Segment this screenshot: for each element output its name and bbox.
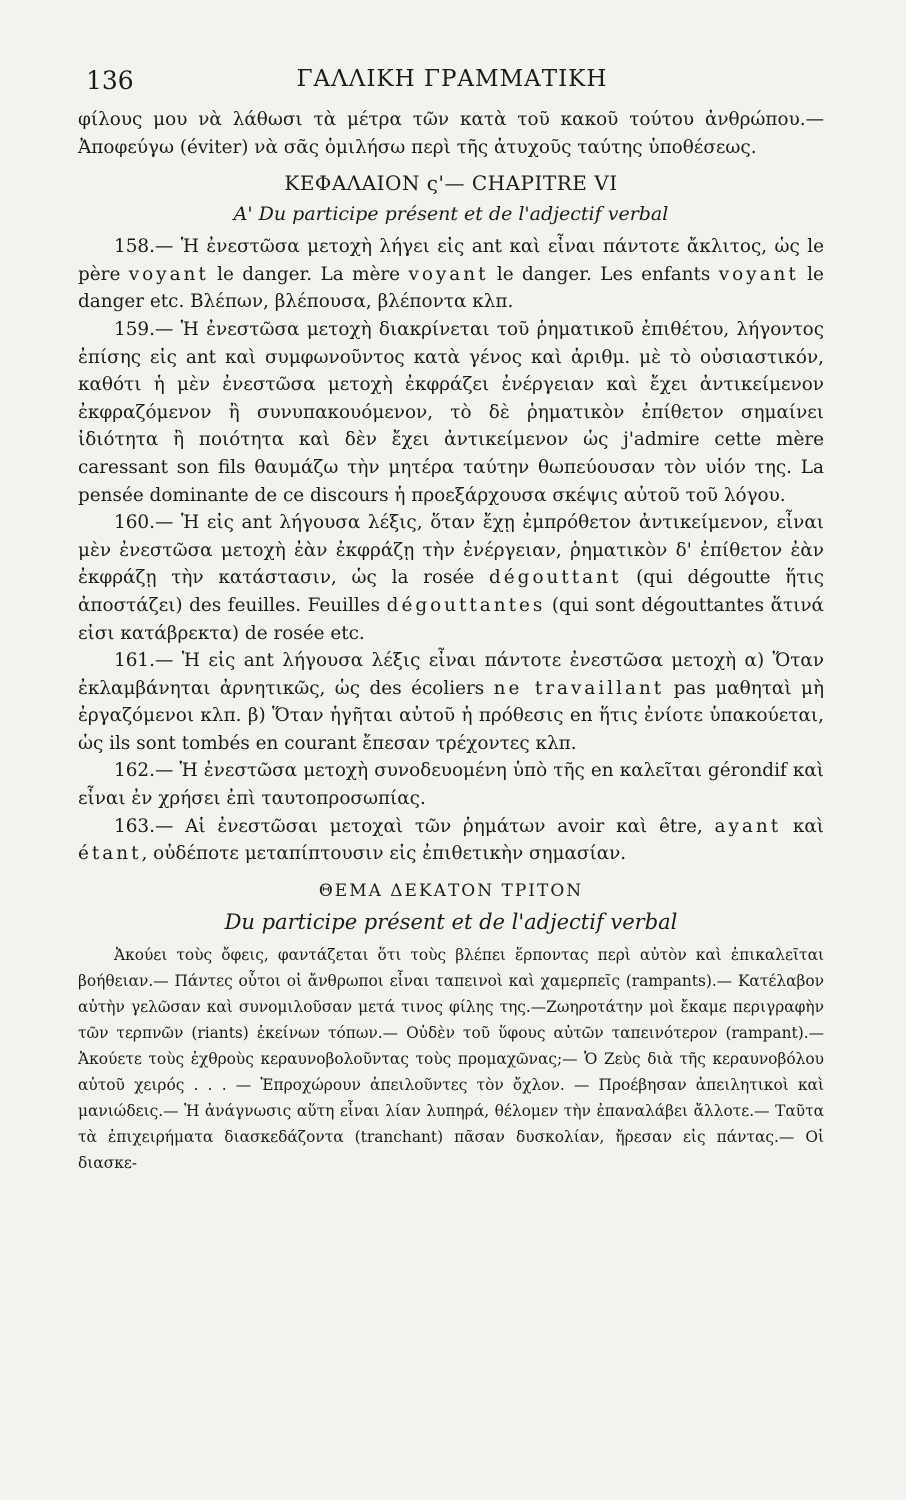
paragraph-158 xyxy=(78,233,824,316)
paragraph-162: 162.— Ἡ ἐνεστῶσα μετοχὴ συνοδευομένη ὑπὸ τῆς en καλεῖται gérondif καὶ εἶναι ἐν χρήσει ἐπὶ ταυτοπροσωπίας. xyxy=(78,760,824,810)
p163-part-c: καὶ xyxy=(792,815,824,837)
p160-part-c: (qui dégoutte ἥτις ἀποστάζει) des feuilles. Feuilles xyxy=(78,567,824,616)
p158-voyant-3: voyant xyxy=(718,263,799,285)
running-title: ΓΑΛΛΙΚΗ ΓΡΑΜΜΑΤΙΚΗ xyxy=(296,66,608,92)
p160-degouttantes: dégouttantes xyxy=(386,594,546,616)
exercise-text: Ἀκούει τοὺς ὄφεις, φαντάζεται ὅτι τοὺς βλέπει ἕρποντας περὶ αὐτὸν καὶ ἐπικαλεῖται βοήθειαν.— Πάντες οὗτοι οἱ ἄνθρωποι εἶναι ταπεινοὶ καὶ χαμερπεῖς (rampants).— Κατέλαβον αὐτὴν γελῶσαν καὶ συνομιλοῦσαν μετά τινος φίλης της.—Ζωηροτάτην μοὶ ἔκαμε περιγραφὴν τῶν τερπνῶν (riants) ἐκείνων τόπων.— Οὐδὲν τοῦ ὕφους αὐτῶν ταπεινότερον (rampant).— Ἀκούετε τοὺς ἐχθροὺς κεραυνοβολοῦντας τοὺς προμαχῶνας;— Ὁ Ζεὺς διὰ τῆς κεραυνοβόλου αὐτοῦ χειρός . . . — Ἐπροχώρουν ἀπειλοῦντες τὸν ὄχλον. — Προέβησαν ἀπειλητικοὶ καὶ μανιώδεις.— Ἡ ἀνάγνωσις αὕτη εἶναι λίαν λυπηρά, θέλομεν τὴν ἐπαναλάβει ἄλλοτε.— Ταῦτα τὰ ἐπιχειρήματα διασκεδάζοντα (tranchant) πᾶσαν δυσκολίαν, ἤρεσαν εἰς πάντας.— Οἱ διασκε- xyxy=(78,945,824,1172)
page-number: 136 xyxy=(86,66,134,95)
p158-voyant-1: voyant xyxy=(128,263,209,285)
paragraph-159: 159.— Ἡ ἐνεστῶσα μετοχὴ διακρίνεται τοῦ ῥηματικοῦ ἐπιθέτου, λήγοντος ἐπίσης εἰς ant καὶ συμφωνοῦντος κατὰ γένος καὶ ἀριθμ. μὲ τὸ οὐσιαστικόν, καθότι ἡ μὲν ἐνεστῶσα μετοχὴ ἐκφράζει ἐνέργειαν καὶ ἔχει ἀντικείμενον ἐκφραζόμενον ἢ συνυπακουόμενον, τὸ δὲ ῥηματικὸν ἐπίθετον σημαίνει ἰδιότητα ἢ ποιότητα καὶ δὲν ἔχει ἀντικείμενον ὡς j'admire cette mère caressant son fils θαυμάζω τὴν μητέρα ταύτην θωπεύουσαν τὸν υἱόν της. La pensée dominante de ce discours ἡ προεξάρχουσα σκέψις αὐτοῦ τοῦ λόγου. xyxy=(78,318,824,506)
p163-part-a: 163.— Αἱ ἐνεστῶσαι μετοχαὶ τῶν ῥημάτων avoir καὶ être, xyxy=(114,815,703,837)
intro-line-2: Ἀποφεύγω (éviter) νὰ σᾶς ὁμιλήσω περὶ τῆς ἀτυχοῦς ταύτης ὑποθέσεως. xyxy=(78,136,757,158)
intro-line-1: φίλους μου νὰ λάθωσι τὰ μέτρα τῶν κατὰ τοῦ κακοῦ τούτου ἀνθρώπου.— xyxy=(78,109,824,130)
p161-part-a: 161.— Ἡ εἰς ant λήγουσα λέξις εἶναι πάντοτε ἐνεστῶσα μετοχὴ α) Ὅταν ἐκλαμβάνηται ἀρνητικῶς, ὡς des écoliers xyxy=(78,650,824,699)
paragraph-161 xyxy=(78,647,824,757)
page-body xyxy=(78,106,824,1176)
p161-ne-travaillant: ne travaillant xyxy=(493,677,665,699)
paragraph-160 xyxy=(78,509,824,647)
intro-text xyxy=(78,106,824,161)
p163-ayant: ayant xyxy=(714,815,782,837)
chapter-subheading: Α' Du participe présent et de l'adjectif verbal xyxy=(233,203,669,226)
p158-part-e: le danger. Les enfants xyxy=(496,263,711,285)
page-header xyxy=(86,66,818,100)
p160-part-e: (qui sont dégouttantes ἅτινά εἰσι κατάβρεκτα) de rosée etc. xyxy=(78,594,824,644)
p158-part-a: 158.— Ἡ ἐνεστῶσα μετοχὴ λήγει εἰς ant καὶ εἶναι πάντοτε ἄκλιτος, ὡς le père xyxy=(78,236,824,285)
p158-part-c: le danger. La mère xyxy=(217,263,401,285)
p158-part-g: le danger etc. Βλέπων, βλέπουσα, βλέποντα κλπ. xyxy=(78,263,824,313)
chapter-heading: ΚΕΦΑΛΑΙΟΝ ς'— CHAPITRE VI xyxy=(284,171,618,196)
p160-degouttant: dégouttant xyxy=(489,567,622,589)
p160-part-a: 160.— Ἡ εἰς ant λήγουσα λέξις, ὅταν ἔχῃ ἐμπρόθετον ἀντικείμενον, εἶναι μὲν ἐνεστῶσα μετοχὴ ἐὰν ἐκφράζῃ τὴν ἐνέργειαν, ῥηματικὸν δ' ἐπίθετον ἐὰν ἐκφράζῃ τὴν κατάστασιν, ὡς la rosée xyxy=(78,512,824,589)
exercise-title: ΘΕΜΑ ΔΕΚΑΤΟΝ ΤΡΙΤΟΝ xyxy=(318,880,584,901)
p163-etant: étant xyxy=(78,843,142,865)
paragraph-163 xyxy=(78,813,824,868)
p158-voyant-2: voyant xyxy=(408,263,489,285)
p161-part-c: pas μαθηταὶ μὴ ἐργαζόμενοι κλπ. β) Ὅταν ἡγῆται αὐτοῦ ἡ πρόθεσις en ἥτις ἐνίοτε ὑπακούεται, ὡς ils sont tombés en courant ἔπεσαν τρέχοντες κλπ. xyxy=(78,677,824,754)
exercise-subtitle: Du participe présent et de l'adjectif verbal xyxy=(224,909,678,934)
p163-part-e: , οὐδέποτε μεταπίπτουσιν εἰς ἐπιθετικὴν σημασίαν. xyxy=(141,843,627,865)
